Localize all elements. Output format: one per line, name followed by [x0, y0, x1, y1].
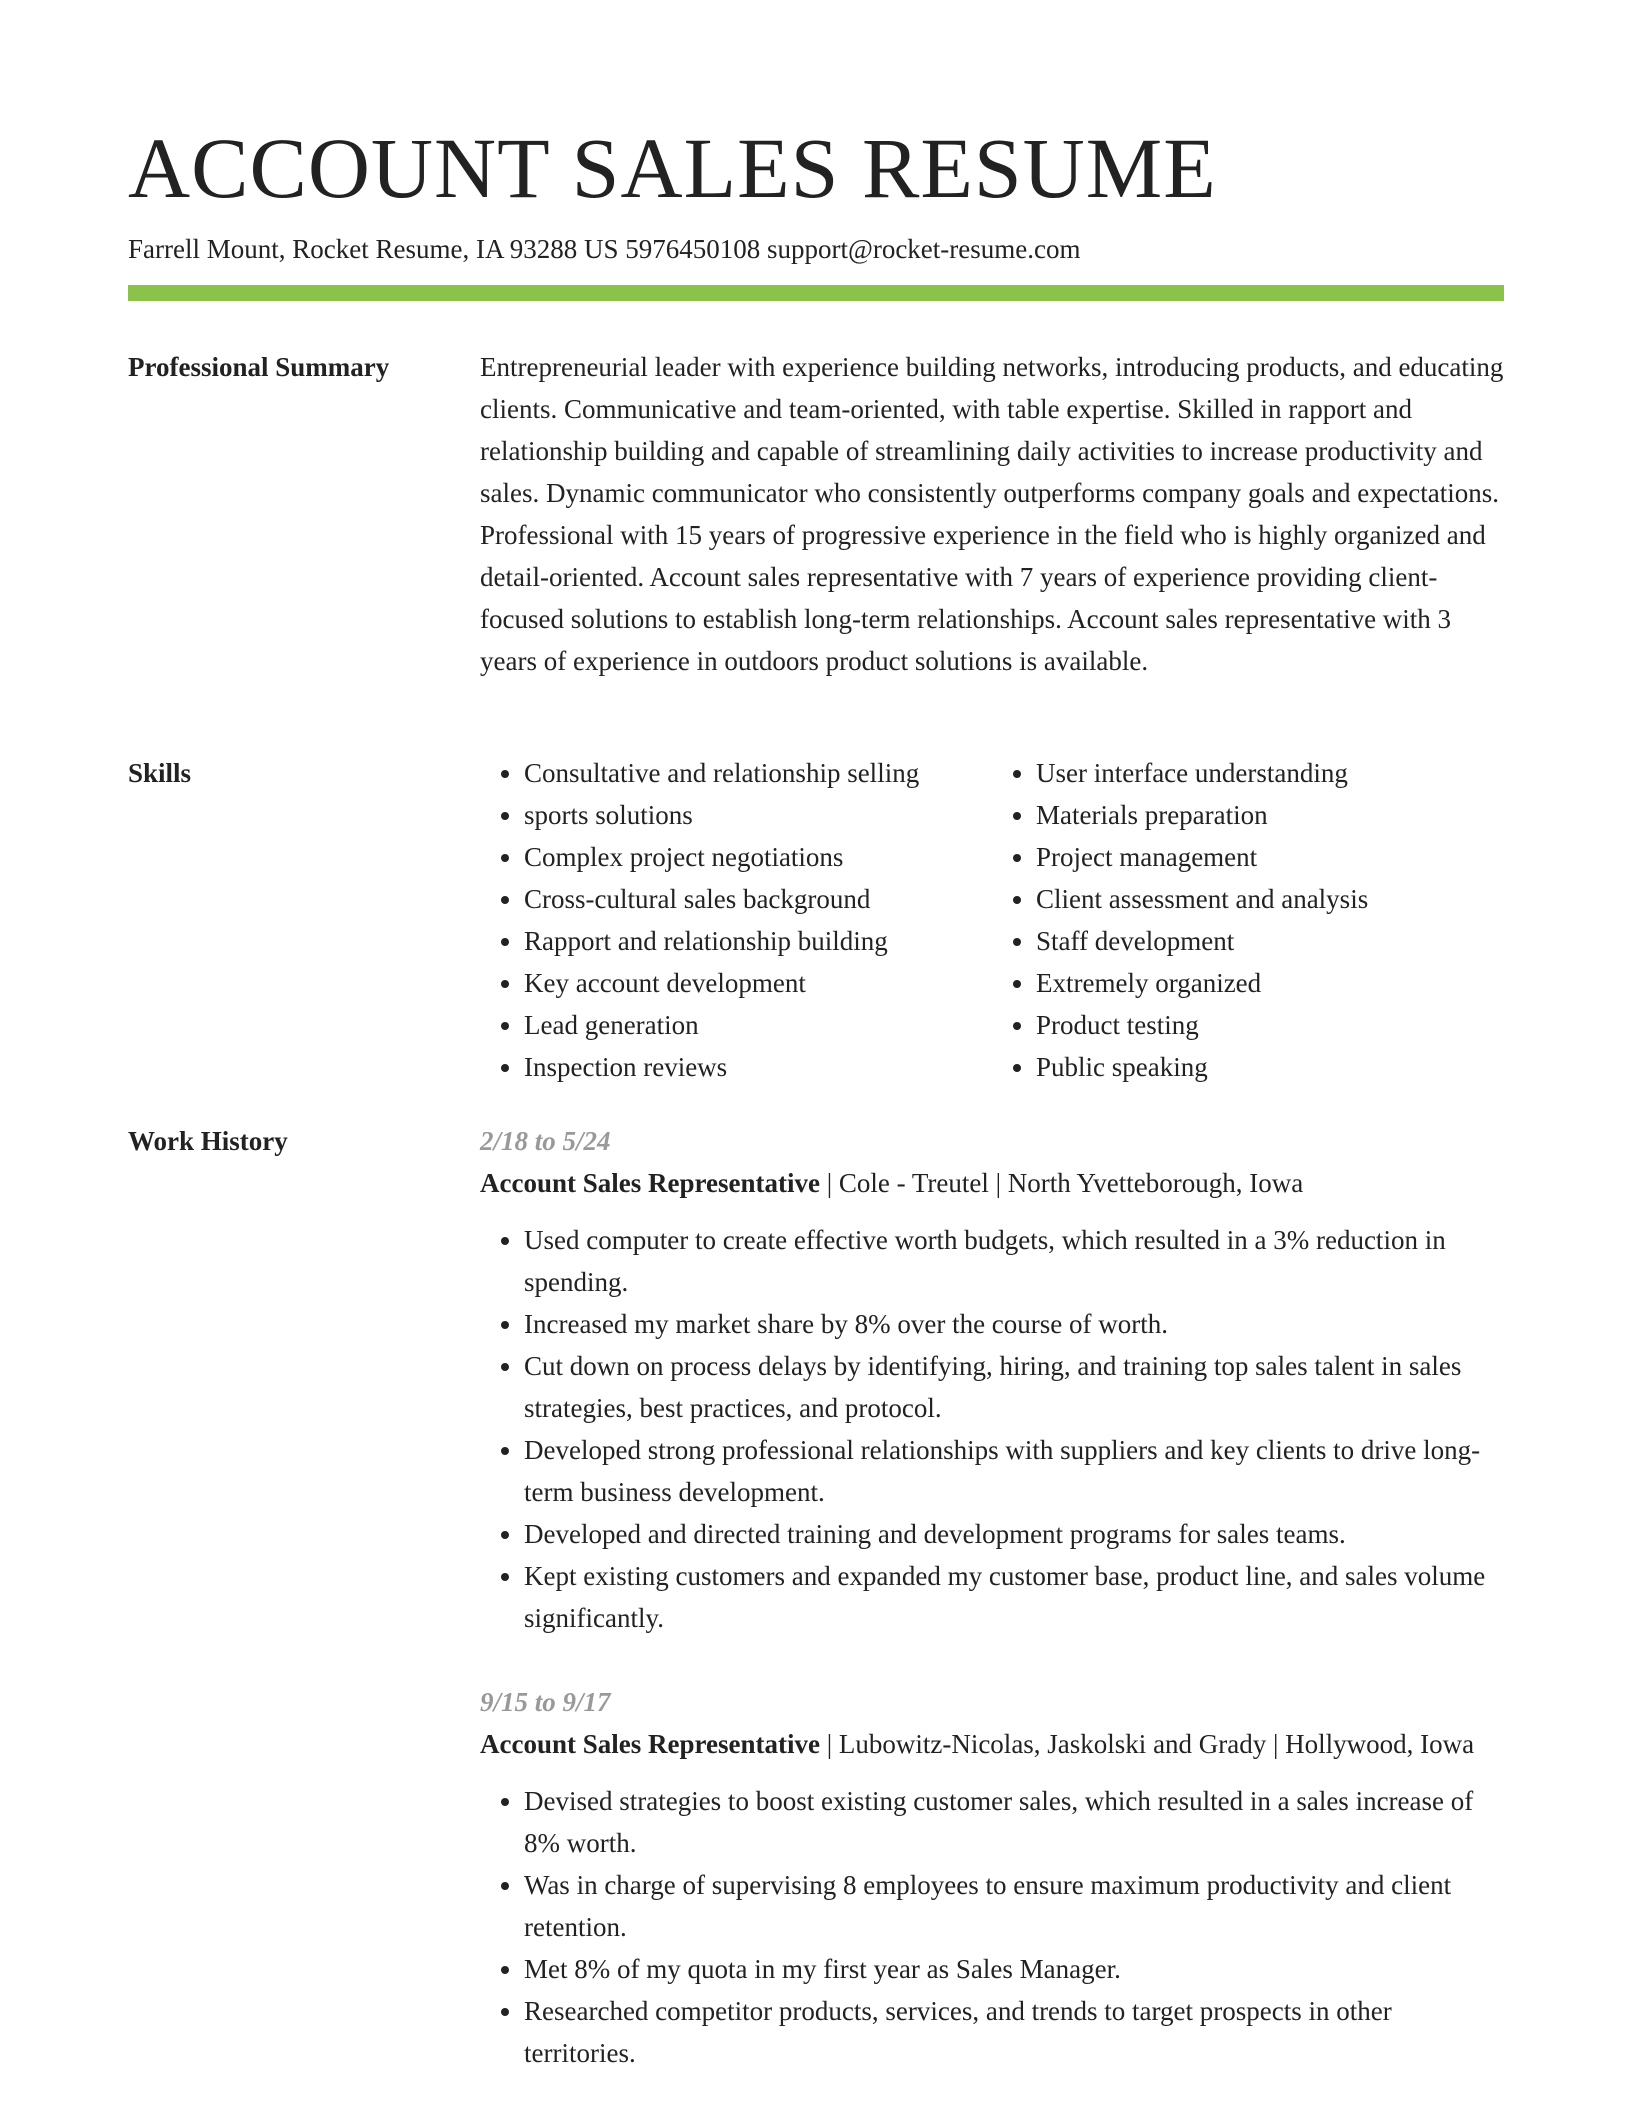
- skill-item: • Product testing: [1036, 1004, 1504, 1046]
- job-header: [480, 1723, 1504, 1765]
- skill-item: • Lead generation: [524, 1004, 992, 1046]
- job-dates: 2/18 to 5/24: [480, 1126, 611, 1156]
- skill-item: • Extremely organized: [1036, 962, 1504, 1004]
- skills-body: [480, 752, 1504, 1088]
- job-company-location: | Cole - Treutel | North Yvetteborough, Iowa: [819, 1168, 1304, 1198]
- job-bullet: • Used computer to create effective worth budgets, which resulted in a 3% reduction in spending.: [524, 1219, 1504, 1303]
- job-bullet: • Cut down on process delays by identifying, hiring, and training top sales talent in sales strategies, best practices, and protocol.: [524, 1345, 1504, 1429]
- job-bullets: [480, 1219, 1504, 1639]
- skills-heading: Skills: [128, 758, 192, 788]
- skill-item: • Staff development: [1036, 920, 1504, 962]
- work-history-heading: Work History: [128, 1126, 288, 1156]
- job-title: Account Sales Representative: [480, 1168, 820, 1198]
- job-bullet: • Met 8% of my quota in my first year as Sales Manager.: [524, 1948, 1504, 1990]
- skill-item: • Project management: [1036, 836, 1504, 878]
- work-history-body: [480, 1120, 1504, 2116]
- job-bullet: • Kept existing customers and expanded my customer base, product line, and sales volume significantly.: [524, 1555, 1504, 1639]
- skills-list-left: [480, 752, 992, 1088]
- job-bullet: • Was in charge of supervising 8 employees to ensure maximum productivity and client retention.: [524, 1864, 1504, 1948]
- summary-text: Entrepreneurial leader with experience building networks, introducing products, and educating clients. Communicative and team-oriented, with table expertise. Skilled in rapport and relationship building and capable of streamlining daily activities to increase productivity and sales. Dynamic communicator who consistently outperforms company goals and expectations. Professional with 15 years of progressive experience in the field who is highly organized and detail-oriented. Account sales representative with 7 years of experience providing client-focused solutions to establish long-term relationships. Account sales representative with 3 years of experience in outdoors product solutions is available.: [480, 352, 1504, 676]
- skill-item: • User interface understanding: [1036, 752, 1504, 794]
- job-bullet: • Increased my market share by 8% over the course of worth.: [524, 1303, 1504, 1345]
- skill-item: • Public speaking: [1036, 1046, 1504, 1088]
- job-bullet: • Developed strong professional relationships with suppliers and key clients to drive long-term business development.: [524, 1429, 1504, 1513]
- job-dates: 9/15 to 9/17: [480, 1687, 611, 1717]
- skill-item: • Client assessment and analysis: [1036, 878, 1504, 920]
- accent-divider: [128, 285, 1504, 301]
- summary-body: [480, 346, 1504, 682]
- job-bullet: • Devised strategies to boost existing customer sales, which resulted in a sales increase of 8% worth.: [524, 1780, 1504, 1864]
- summary-heading: Professional Summary: [128, 352, 390, 382]
- job-entry: [480, 1120, 1504, 1639]
- skill-item: • Complex project negotiations: [524, 836, 992, 878]
- contact-phone: 5976450108: [625, 234, 761, 264]
- skill-item: • Inspection reviews: [524, 1046, 992, 1088]
- job-company-location: | Lubowitz-Nicolas, Jaskolski and Grady | Hollywood, Iowa: [819, 1729, 1475, 1759]
- contact-line: [128, 231, 1081, 267]
- skill-item: • sports solutions: [524, 794, 992, 836]
- contact-email: support@rocket-resume.com: [766, 234, 1081, 264]
- job-title: Account Sales Representative: [480, 1729, 820, 1759]
- skill-item: • Cross-cultural sales background: [524, 878, 992, 920]
- job-bullet: • Developed and directed training and development programs for sales teams.: [524, 1513, 1504, 1555]
- skill-item: • Consultative and relationship selling: [524, 752, 992, 794]
- skill-item: • Rapport and relationship building: [524, 920, 992, 962]
- skill-item: • Materials preparation: [1036, 794, 1504, 836]
- job-entry: [480, 1681, 1504, 2074]
- skills-columns: [480, 752, 1504, 1088]
- contact-address: Rocket Resume, IA 93288 US: [292, 234, 619, 264]
- job-header: [480, 1162, 1504, 1204]
- skill-item: • Key account development: [524, 962, 992, 1004]
- job-bullet: • Researched competitor products, services, and trends to target prospects in other territories.: [524, 1990, 1504, 2074]
- skills-list-right: [992, 752, 1504, 1088]
- resume-title: ACCOUNT SALES RESUME: [128, 120, 1217, 216]
- contact-name: Farrell Mount,: [128, 234, 286, 264]
- job-bullets: [480, 1780, 1504, 2074]
